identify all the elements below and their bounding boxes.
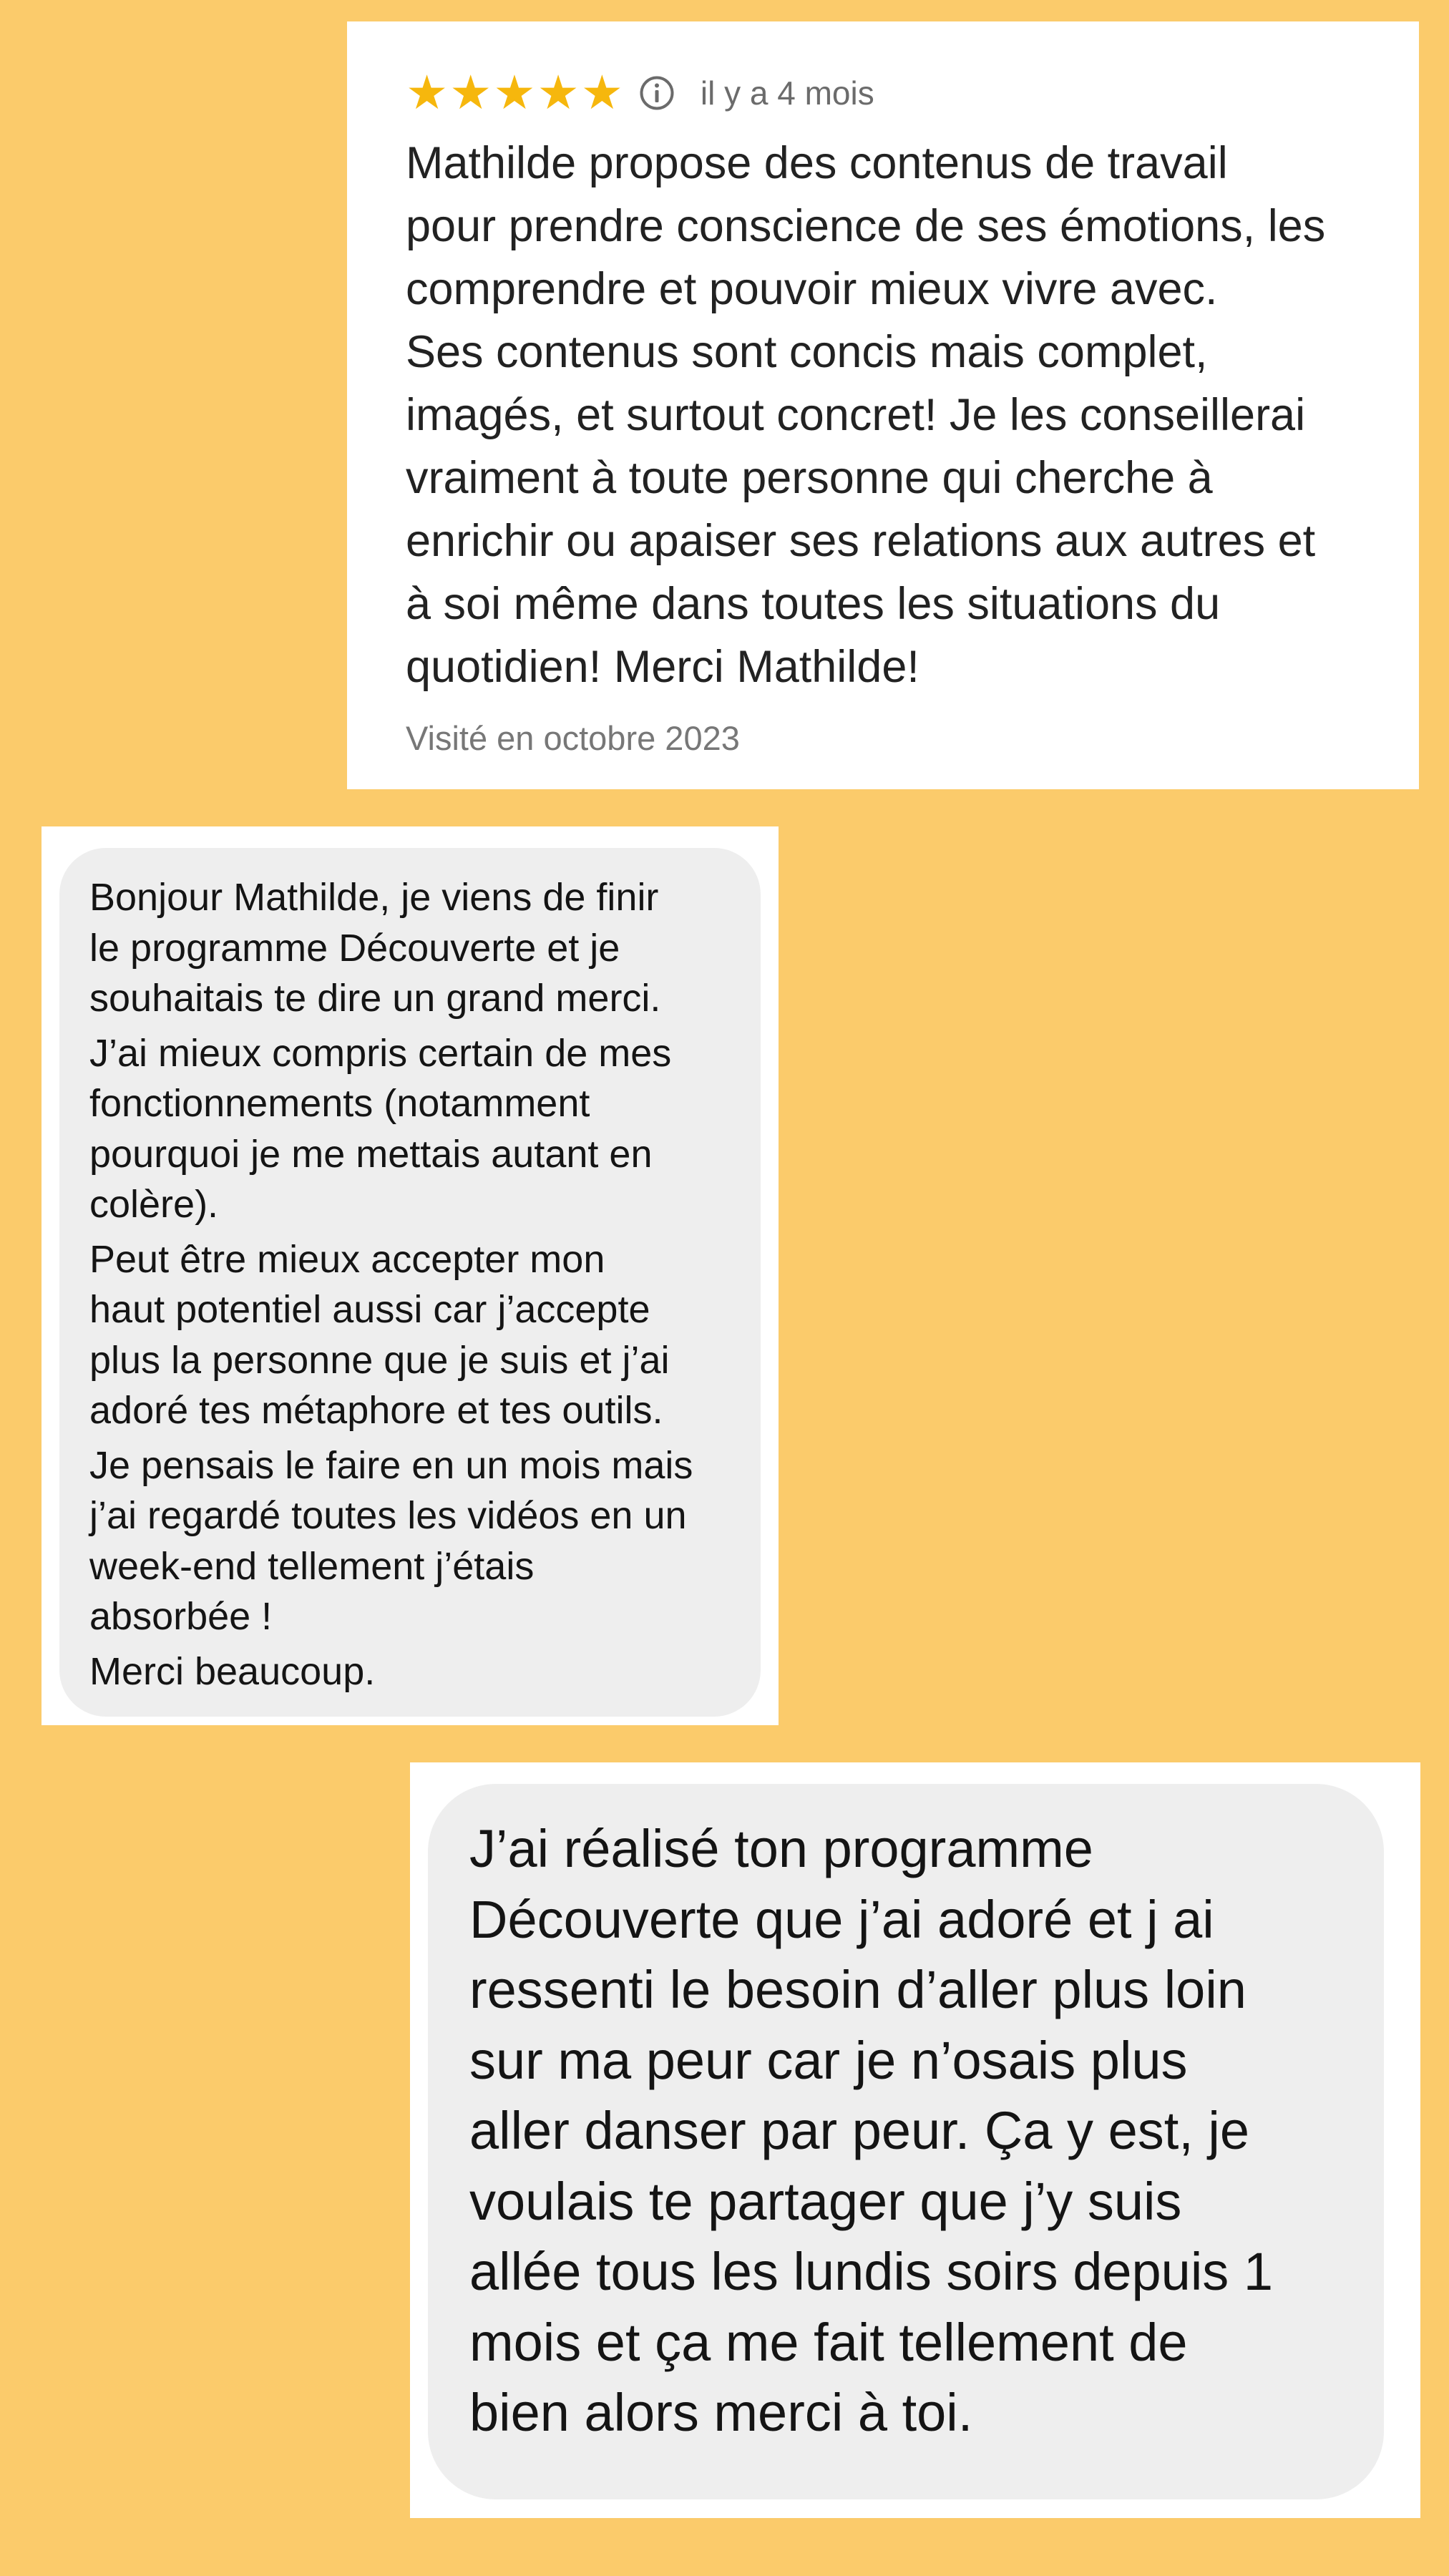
review-text-line: quotidien! Merci Mathilde! [406,642,919,692]
review-text [406,132,1362,698]
message-line: week-end tellement j’étais [89,1544,535,1588]
message-line: Je pensais le faire en un mois mais [89,1443,693,1487]
message-paragraph [89,1234,739,1436]
review-text-line: imagés, et surtout concret! Je les conseillerai [406,390,1306,440]
message-paragraph [469,1814,1362,2449]
message-line: ressenti le besoin d’aller plus loin [469,1960,1246,2019]
message-paragraph [89,1028,739,1230]
visit-date: Visité en octobre 2023 [406,719,740,757]
message-line: sur ma peur car je n’osais plus [469,2030,1188,2090]
message-line: aller danser par peur. Ça y est, je [469,2101,1250,2160]
review-text-line: à soi même dans toutes les situations du [406,579,1221,629]
message-line: pourquoi je me mettais autant en [89,1132,653,1176]
message-line: souhaitais te dire un grand merci. [89,977,661,1020]
message-line: le programme Découverte et je [89,926,620,970]
message-line: absorbée ! [89,1595,273,1638]
review-text-line: enrichir ou apaiser ses relations aux autres et [406,516,1316,566]
star-rating [406,65,623,120]
message-line: fonctionnements (notamment [89,1082,590,1125]
message-line: colère). [89,1183,219,1226]
message-line: haut potentiel aussi car j’accepte [89,1288,650,1331]
review-text-line: vraiment à toute personne qui cherche à [406,453,1213,503]
message-card [410,1762,1420,2518]
message-card [42,826,779,1725]
message-line: voulais te partager que j’y suis [469,2171,1182,2231]
star-icon: ★ [493,65,536,120]
review-card [347,21,1419,789]
message-line: j’ai regardé toutes les vidéos en un [89,1494,687,1537]
star-icon: ★ [580,65,623,120]
message-line: Merci beaucoup. [89,1649,376,1693]
star-icon: ★ [406,65,449,120]
star-icon: ★ [449,65,492,120]
message-line: Découverte que j’ai adoré et j ai [469,1889,1214,1949]
message-line: bien alors merci à toi. [469,2383,973,2442]
message-line: adoré tes métaphore et tes outils. [89,1389,663,1432]
info-circle-icon[interactable] [639,75,675,111]
message-line: Bonjour Mathilde, je viens de finir [89,876,659,919]
review-text-line: pour prendre conscience de ses émotions, les [406,201,1326,251]
review-meta [406,64,1362,122]
star-icon: ★ [537,65,580,120]
message-line: plus la personne que je suis et j’ai [89,1338,670,1382]
message-line: J’ai mieux compris certain de mes [89,1031,672,1075]
review-text-line: Ses contenus sont concis mais complet, [406,327,1208,377]
message-bubble [428,1784,1384,2499]
review-text-line: comprendre et pouvoir mieux vivre avec. [406,264,1218,314]
message-line: J’ai réalisé ton programme [469,1819,1093,1878]
message-line: Peut être mieux accepter mon [89,1237,605,1281]
message-paragraph [89,1440,739,1642]
message-line: mois et ça me fait tellement de [469,2312,1188,2372]
review-text-line: Mathilde propose des contenus de travail [406,138,1228,188]
message-paragraph [89,1646,739,1697]
message-paragraph [89,872,739,1024]
message-line: allée tous les lundis soirs depuis 1 [469,2242,1273,2301]
review-age: il y a 4 mois [700,74,874,112]
message-bubble [59,848,761,1717]
